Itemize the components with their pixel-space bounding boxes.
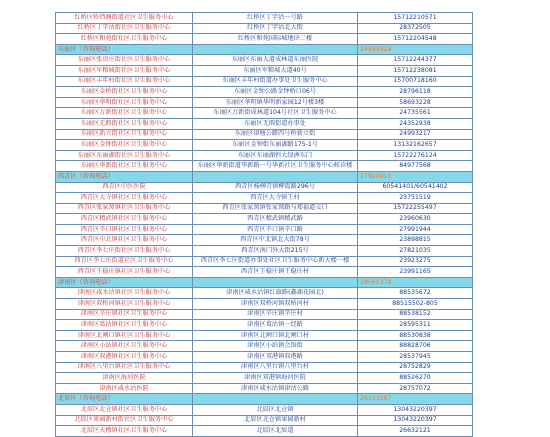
table-row bbox=[56, 341, 473, 352]
address-cell bbox=[193, 171, 358, 182]
address-cell: 红桥区和苑国际城地块二楼 bbox=[193, 34, 358, 45]
address-cell: 东丽区东丽大道成林道东丽医院 bbox=[193, 55, 358, 66]
facility-name-cell: 西青区中北镇社区卫生服务中心 bbox=[56, 235, 193, 246]
facility-name-cell: 西青区李七庄街道社区卫生服务中心 bbox=[56, 256, 193, 267]
phone-cell: 15712210571 bbox=[358, 13, 473, 24]
phone-cell: 24735561 bbox=[358, 108, 473, 119]
address-cell: 津南区双桥河镇双桥河村 bbox=[193, 299, 358, 310]
address-cell: 津南区小站镇会馆街 bbox=[193, 341, 358, 352]
facility-name-cell: 东丽区华明街社区卫生服务中心 bbox=[56, 97, 193, 108]
table-row bbox=[56, 97, 473, 108]
facility-name-cell: 东丽区东丽湖街社区卫生服务中心 bbox=[56, 150, 193, 161]
address-cell bbox=[193, 44, 358, 55]
phone-cell: 28757072 bbox=[358, 383, 473, 394]
address-cell: 津南区北闸口镇北闸口村 bbox=[193, 330, 358, 341]
table-row bbox=[56, 362, 473, 373]
phone-cell: 88828706 bbox=[358, 341, 473, 352]
facility-name-cell: 北辰区北仓镇社区卫生服务中心 bbox=[56, 404, 193, 415]
address-cell: 东丽区军粮城大道40号 bbox=[193, 65, 358, 76]
table-row bbox=[56, 214, 473, 225]
table-row bbox=[56, 224, 473, 235]
address-cell: 红桥区丁字沽北大街 bbox=[193, 23, 358, 34]
facility-name-cell: 东丽区万新街社区卫生服务中心 bbox=[56, 108, 193, 119]
facility-name-cell: 东丽区丰年村街社区卫生服务中心 bbox=[56, 76, 193, 87]
facility-name-cell: 津南区辛庄镇社区卫生服务中心 bbox=[56, 309, 193, 320]
phone-cell: 28796118 bbox=[358, 87, 473, 98]
phone-cell: 28752829 bbox=[358, 362, 473, 373]
table-row bbox=[56, 129, 473, 140]
phone-cell: 13043220397 bbox=[358, 404, 473, 415]
phone-cell: 23898815 bbox=[358, 235, 473, 246]
address-cell: 西青区南门外大街215号 bbox=[193, 246, 358, 257]
phone-cell: 27991944 bbox=[358, 224, 473, 235]
address-cell: 津南区双港镇海河医院 bbox=[193, 373, 358, 384]
facility-name-cell: 西青区大寺镇社区卫生服务中心 bbox=[56, 193, 193, 204]
phone-cell: 88530838 bbox=[358, 330, 473, 341]
table-row bbox=[56, 383, 473, 394]
address-cell: 北辰区北仓镇 bbox=[193, 404, 358, 415]
address-cell: 津南区咸水沽镇红旗路(鑫湖花园北) bbox=[193, 288, 358, 299]
phone-cell: 23923275 bbox=[358, 256, 473, 267]
phone-cell: 28595311 bbox=[358, 320, 473, 331]
phone-cell: 28372505 bbox=[358, 23, 473, 34]
address-cell: 津南区咸水沽镇津沽公路 bbox=[193, 383, 358, 394]
phone-cell: 88515502-805 bbox=[358, 299, 473, 310]
address-cell: 西青区大寺镇王村 bbox=[193, 193, 358, 204]
facility-name-cell: 津南区咸水沽镇社区卫生服务中心 bbox=[56, 288, 193, 299]
phone-cell: 26632121 bbox=[358, 426, 473, 437]
address-cell: 津南区双港镇双港路 bbox=[193, 352, 358, 363]
address-cell: 东丽区华明镇华明新家园12号楼3楼 bbox=[193, 97, 358, 108]
phone-cell: 84977568 bbox=[358, 161, 473, 172]
address-cell bbox=[193, 277, 358, 288]
table-row bbox=[56, 150, 473, 161]
facility-name-cell: 津南区咸水沽医院 bbox=[56, 383, 193, 394]
directory-table bbox=[55, 12, 473, 437]
district-header-row bbox=[56, 277, 473, 288]
table-row bbox=[56, 87, 473, 98]
table-row bbox=[56, 161, 473, 172]
district-header-row bbox=[56, 171, 473, 182]
address-cell: 东丽区金钟公路金钟桥口06号 bbox=[193, 87, 358, 98]
address-cell: 北辰区北辰道 bbox=[193, 426, 358, 437]
phone-cell: 24583929 bbox=[358, 44, 473, 55]
table-row bbox=[56, 235, 473, 246]
phone-cell: 15722276124 bbox=[358, 150, 473, 161]
address-cell: 东丽区万新街成林道104号社区卫生服务中心 bbox=[193, 108, 358, 119]
phone-cell: 58693228 bbox=[358, 97, 473, 108]
table-row bbox=[56, 352, 473, 363]
facility-name-cell: 东丽区金桥街社区卫生服务中心 bbox=[56, 87, 193, 98]
facility-name-cell: 东丽区无瑕街社区卫生服务中心 bbox=[56, 118, 193, 129]
phone-cell: 26533567 bbox=[358, 394, 473, 405]
table-row bbox=[56, 246, 473, 257]
facility-name-cell: 津南区双桥河镇社区卫生服务中心 bbox=[56, 299, 193, 310]
facility-name-cell: 西青区（咨询电话） bbox=[56, 171, 193, 182]
address-cell: 红桥区丁字沽一号路 bbox=[193, 13, 358, 24]
phone-cell: 88538152 bbox=[358, 309, 473, 320]
table-row bbox=[56, 23, 473, 34]
facility-name-cell: 西青区王稳庄镇社区卫生服务中心 bbox=[56, 267, 193, 278]
facility-name-cell: 北辰区（咨询电话） bbox=[56, 394, 193, 405]
table-row bbox=[56, 267, 473, 278]
facility-name-cell: 西青区精武镇社区卫生服务中心 bbox=[56, 214, 193, 225]
table-row bbox=[56, 76, 473, 87]
phone-cell: 13132162657 bbox=[358, 140, 473, 151]
facility-name-cell: 东丽区新立街社区卫生服务中心 bbox=[56, 129, 193, 140]
phone-cell: 23991165 bbox=[358, 267, 473, 278]
table-row bbox=[56, 65, 473, 76]
table-row bbox=[56, 373, 473, 384]
address-cell: 西青区辛口镇辛口路 bbox=[193, 224, 358, 235]
address-cell: 津南区辛庄镇辛庄村 bbox=[193, 309, 358, 320]
phone-cell: 15712244377 bbox=[358, 55, 473, 66]
phone-cell: 88526270 bbox=[358, 373, 473, 384]
address-cell bbox=[193, 394, 358, 405]
facility-name-cell: 东丽区张贵庄街社区卫生服务中心 bbox=[56, 55, 193, 66]
address-cell: 北辰区北仓镇果园新村 bbox=[193, 415, 358, 426]
district-header-row bbox=[56, 394, 473, 405]
address-cell: 津南区八里台镇八里台村 bbox=[193, 362, 358, 373]
table-row bbox=[56, 13, 473, 24]
address-cell: 津南区葛沽镇一经路 bbox=[193, 320, 358, 331]
table-row bbox=[56, 108, 473, 119]
phone-cell: 13043220397 bbox=[358, 415, 473, 426]
facility-name-cell: 津南区海河医院 bbox=[56, 373, 193, 384]
address-cell: 东丽区丰年村街道办事处卫生服务中心 bbox=[193, 76, 358, 87]
facility-name-cell: 津南区双港镇社区卫生服务中心 bbox=[56, 352, 193, 363]
phone-cell: 27920410 bbox=[358, 171, 473, 182]
facility-name-cell: 红桥区铃铛阁街道社区卫生服务中心 bbox=[56, 13, 193, 24]
address-cell: 东丽区无瑕街道办事处 bbox=[193, 118, 358, 129]
facility-name-cell: 津南区（咨询电话） bbox=[56, 277, 193, 288]
facility-name-cell: 西青区中医医院 bbox=[56, 182, 193, 193]
address-cell: 西青区王稳庄镇王稳庄村 bbox=[193, 267, 358, 278]
table-row bbox=[56, 34, 473, 45]
phone-cell: 23960630 bbox=[358, 214, 473, 225]
table-row bbox=[56, 118, 473, 129]
phone-cell: 23751519 bbox=[358, 193, 473, 204]
table-row bbox=[56, 55, 473, 66]
facility-name-cell: 红桥区丁字沽街社区卫生服务中心 bbox=[56, 23, 193, 34]
table-row bbox=[56, 404, 473, 415]
facility-name-cell: 津南区葛沽镇社区卫生服务中心 bbox=[56, 320, 193, 331]
address-cell: 东丽区东丽湖恒大绿洲东门 bbox=[193, 150, 358, 161]
phone-cell: 88535672 bbox=[358, 288, 473, 299]
district-header-row bbox=[56, 44, 473, 55]
phone-cell: 15722255497 bbox=[358, 203, 473, 214]
address-cell: 西青区张家窝镇张家窝路与郑福道交口 bbox=[193, 203, 358, 214]
phone-cell: 60541401/60541402 bbox=[358, 182, 473, 193]
table-row bbox=[56, 182, 473, 193]
table-row bbox=[56, 140, 473, 151]
phone-cell: 28565379 bbox=[358, 277, 473, 288]
table-row bbox=[56, 193, 473, 204]
facility-name-cell: 北辰区果园新村街社区卫生服务中心 bbox=[56, 415, 193, 426]
phone-cell: 28537945 bbox=[358, 352, 473, 363]
table-row bbox=[56, 426, 473, 437]
phone-cell: 24352938 bbox=[358, 118, 473, 129]
facility-name-cell: 东丽区华新街社区卫生服务中心 bbox=[56, 161, 193, 172]
phone-cell: 15712238081 bbox=[358, 65, 473, 76]
facility-name-cell: 津南区小站镇社区卫生服务中心 bbox=[56, 341, 193, 352]
facility-name-cell: 东丽区金钟街社区卫生服务中心 bbox=[56, 140, 193, 151]
phone-cell: 15712204548 bbox=[358, 34, 473, 45]
facility-name-cell: 西青区张家窝镇社区卫生服务中心 bbox=[56, 203, 193, 214]
phone-cell: 24993217 bbox=[358, 129, 473, 140]
table-row bbox=[56, 256, 473, 267]
address-cell: 西青区李七庄街道办事处社区卫生服务中心新大楼一楼 bbox=[193, 256, 358, 267]
facility-name-cell: 北辰区天穆镇社区卫生服务中心 bbox=[56, 426, 193, 437]
facility-name-cell: 东丽区（咨询电话） bbox=[56, 44, 193, 55]
phone-cell: 15700718160 bbox=[358, 76, 473, 87]
facility-name-cell: 红桥区和苑街社区卫生服务中心 bbox=[56, 34, 193, 45]
facility-name-cell: 东丽区军粮城街社区卫生服务中心 bbox=[56, 65, 193, 76]
facility-name-cell: 津南区北闸口镇社区卫生服务中心 bbox=[56, 330, 193, 341]
table-row bbox=[56, 203, 473, 214]
phone-cell: 27821035 bbox=[358, 246, 473, 257]
address-cell: 东丽区华新街道华新路一号华新社区卫生服务中心候诊楼 bbox=[193, 161, 358, 172]
table-row bbox=[56, 320, 473, 331]
hospital-directory-sheet bbox=[55, 12, 465, 437]
address-cell: 东丽区津塘公路四号桥新立街 bbox=[193, 129, 358, 140]
address-cell: 西青区杨柳青镇柳霞路296号 bbox=[193, 182, 358, 193]
address-cell: 西青区中北镇北大街78号 bbox=[193, 235, 358, 246]
table-row bbox=[56, 415, 473, 426]
table-row bbox=[56, 309, 473, 320]
address-cell: 东丽区金钟街东丽湖路175-1号 bbox=[193, 140, 358, 151]
directory-rows bbox=[56, 13, 473, 437]
facility-name-cell: 津南区八里台镇社区卫生服务中心 bbox=[56, 362, 193, 373]
table-row bbox=[56, 330, 473, 341]
table-row bbox=[56, 288, 473, 299]
table-row bbox=[56, 299, 473, 310]
facility-name-cell: 西青区辛口镇社区卫生服务中心 bbox=[56, 224, 193, 235]
address-cell: 西青区精武镇精武路 bbox=[193, 214, 358, 225]
facility-name-cell: 西青区李七庄街社区卫生服务中心 bbox=[56, 246, 193, 257]
